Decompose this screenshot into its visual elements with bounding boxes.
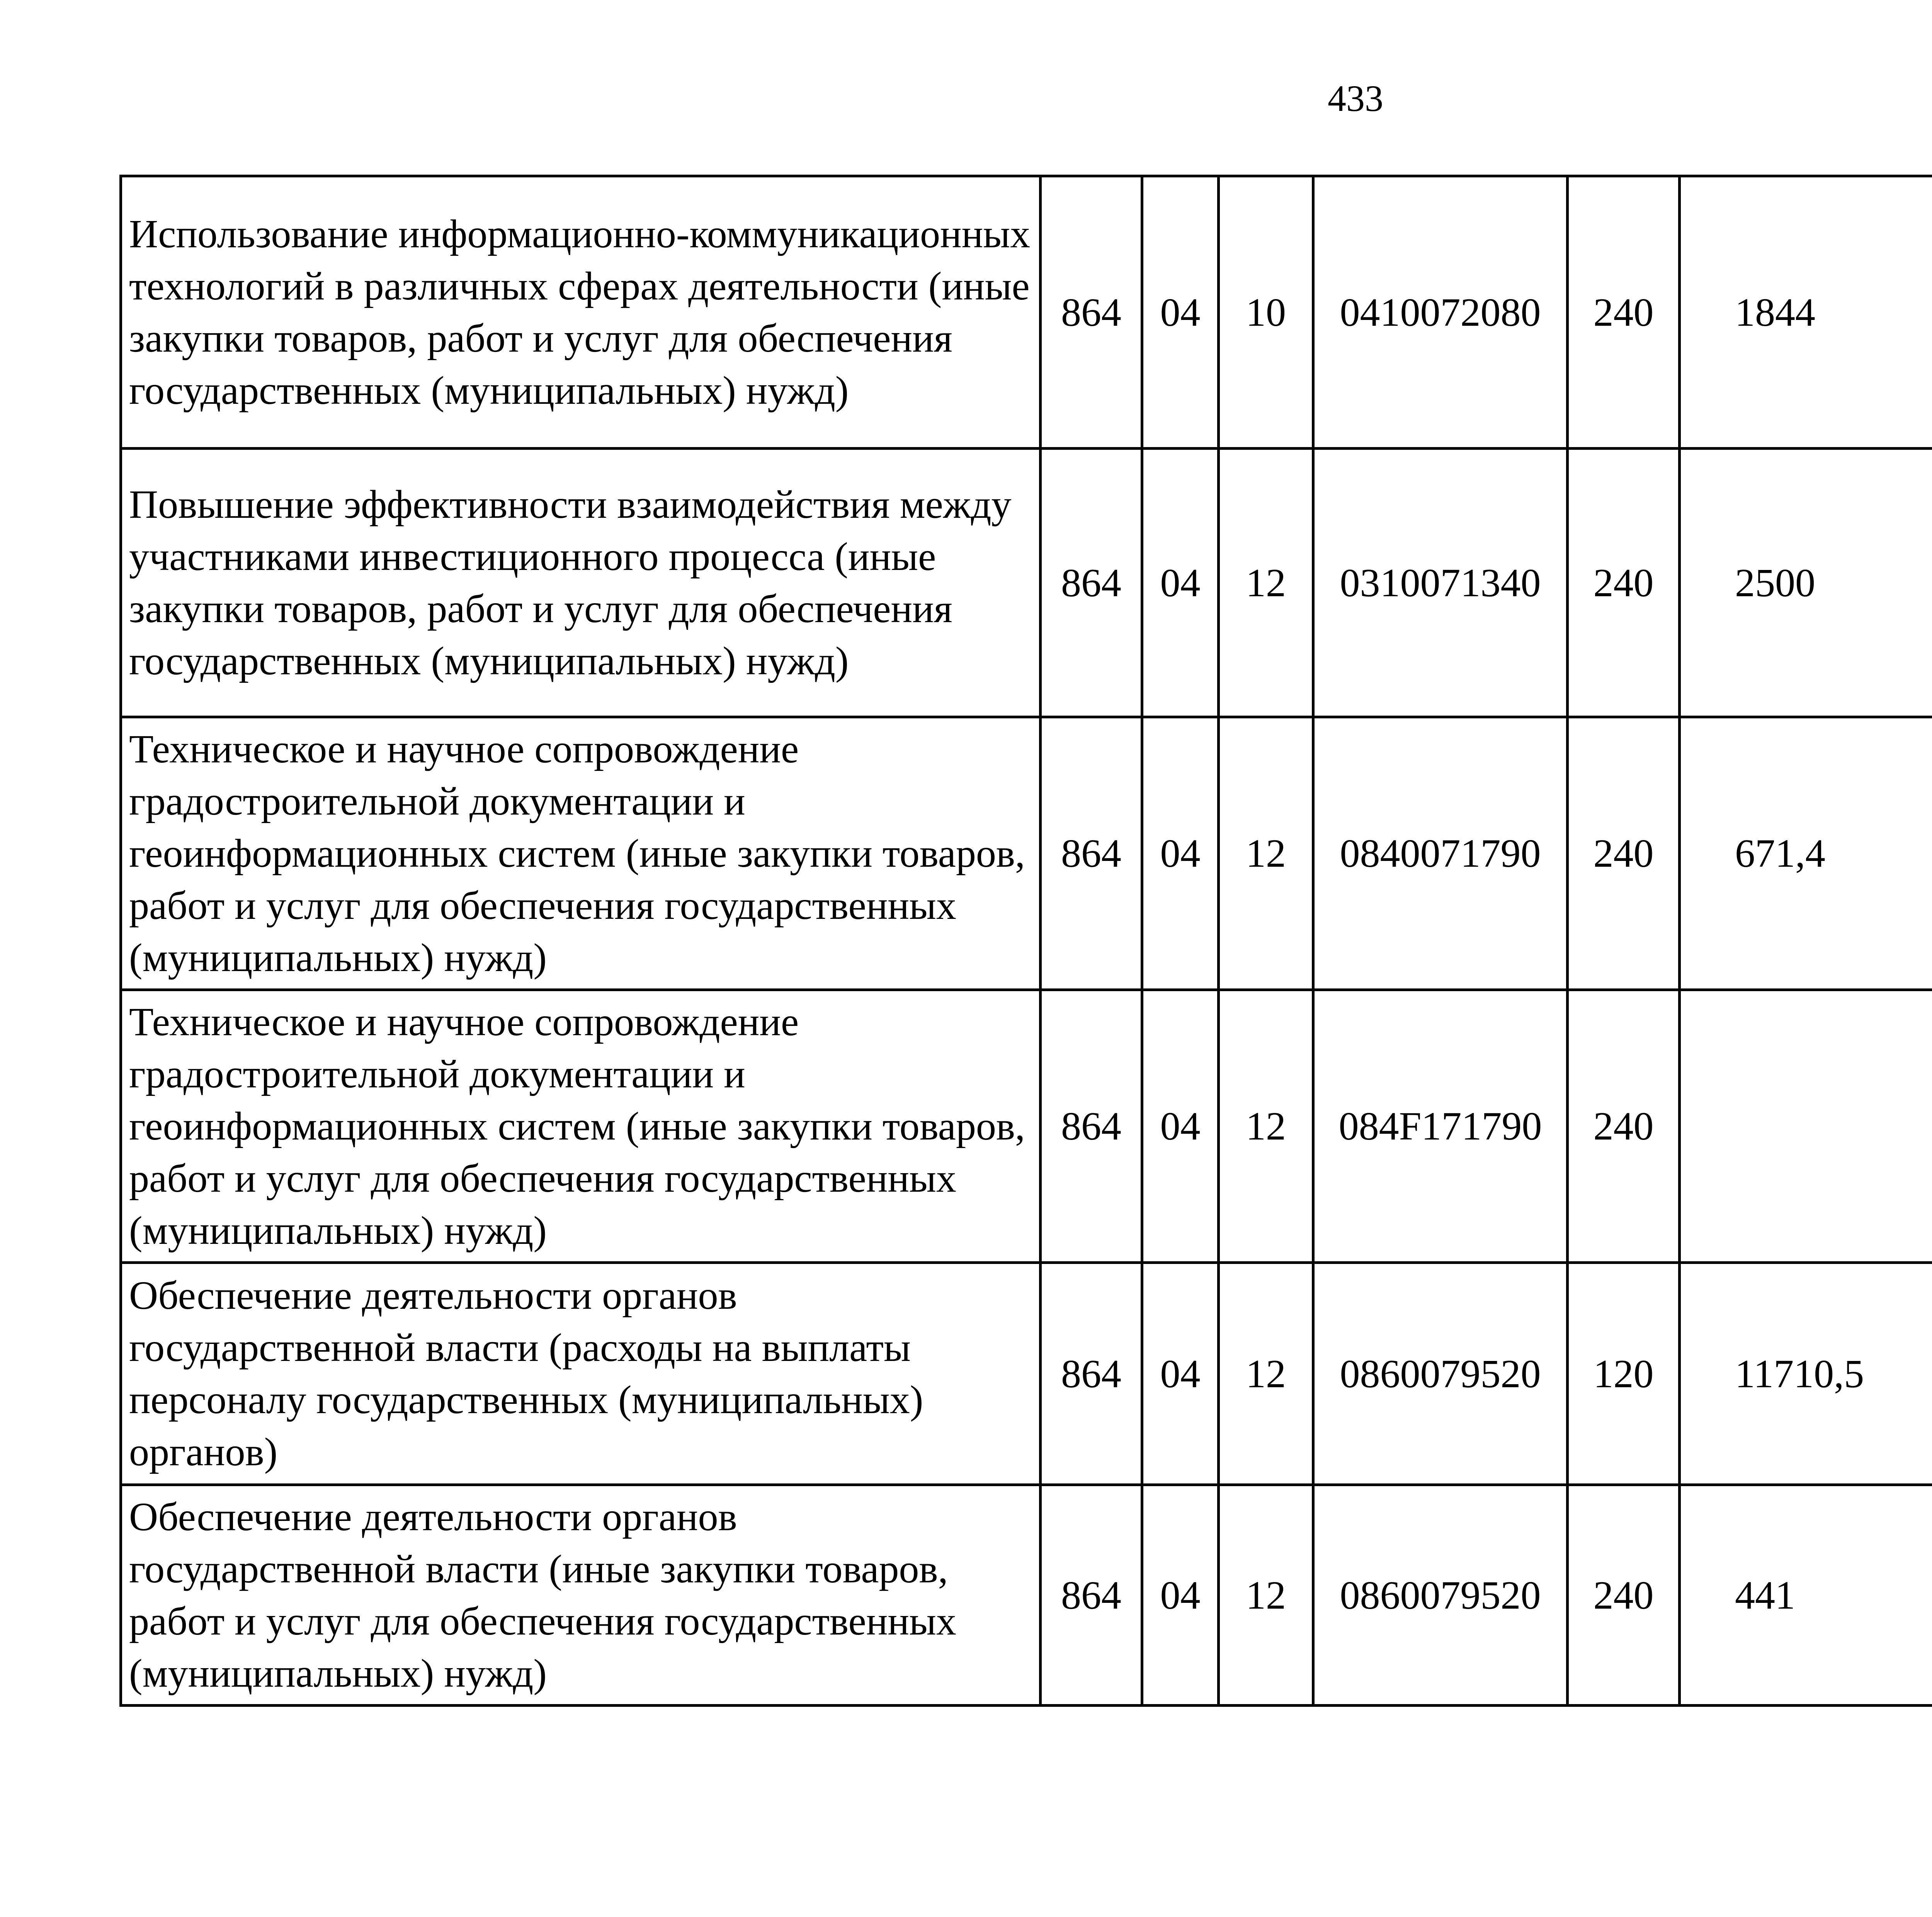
amount-year-1: 671,4	[1680, 717, 1932, 990]
amount-year-1	[1680, 990, 1932, 1263]
ministry-code: 864	[1041, 449, 1142, 717]
amount-year-1: 2500	[1680, 449, 1932, 717]
table-row	[121, 1485, 1932, 1706]
subsection-code: 12	[1219, 1485, 1313, 1706]
expense-type-code: 120	[1568, 1263, 1680, 1485]
expense-type-code: 240	[1568, 717, 1680, 990]
row-description: Обеспечение деятельности органов государственной власти (иные закупки товаров, работ и услуг для обеспечения государственных (муниципальных) нужд)	[121, 1485, 1041, 1706]
ministry-code: 864	[1041, 990, 1142, 1263]
target-item-code: 0860079520	[1313, 1485, 1568, 1706]
page-number: 433	[1328, 78, 1383, 119]
ministry-code: 864	[1041, 1263, 1142, 1485]
subsection-code: 12	[1219, 449, 1313, 717]
target-item-code: 0410072080	[1313, 176, 1568, 449]
table-row	[121, 176, 1932, 449]
section-code: 04	[1142, 1485, 1219, 1706]
amount-year-1: 441	[1680, 1485, 1932, 1706]
table-row	[121, 1263, 1932, 1485]
table-row	[121, 717, 1932, 990]
section-code: 04	[1142, 449, 1219, 717]
row-description: Техническое и научное сопровождение градостроительной документации и геоинформационных систем (иные закупки товаров, работ и услуг для обеспечения государственных (муниципальных) нужд)	[121, 990, 1041, 1263]
amount-year-1: 11710,5	[1680, 1263, 1932, 1485]
subsection-code: 12	[1219, 717, 1313, 990]
section-code: 04	[1142, 1263, 1219, 1485]
amount-year-1: 1844	[1680, 176, 1932, 449]
target-item-code: 0840071790	[1313, 717, 1568, 990]
table-row	[121, 449, 1932, 717]
expense-type-code: 240	[1568, 990, 1680, 1263]
subsection-code: 12	[1219, 990, 1313, 1263]
target-item-code: 0310071340	[1313, 449, 1568, 717]
target-item-code: 084F171790	[1313, 990, 1568, 1263]
table-row	[121, 990, 1932, 1263]
row-description: Техническое и научное сопровождение градостроительной документации и геоинформационных систем (иные закупки товаров, работ и услуг для обеспечения государственных (муниципальных) нужд)	[121, 717, 1041, 990]
expense-type-code: 240	[1568, 449, 1680, 717]
section-code: 04	[1142, 176, 1219, 449]
subsection-code: 12	[1219, 1263, 1313, 1485]
budget-table	[119, 175, 1932, 1707]
target-item-code: 0860079520	[1313, 1263, 1568, 1485]
expense-type-code: 240	[1568, 176, 1680, 449]
ministry-code: 864	[1041, 717, 1142, 990]
expense-type-code: 240	[1568, 1485, 1680, 1706]
ministry-code: 864	[1041, 176, 1142, 449]
row-description: Использование информационно-коммуникационных технологий в различных сферах деятельности (иные закупки товаров, работ и услуг для обеспечения государственных (муниципальных) нужд)	[121, 176, 1041, 449]
row-description: Повышение эффективности взаимодействия между участниками инвестиционного процесса (иные закупки товаров, работ и услуг для обеспечения государственных (муниципальных) нужд)	[121, 449, 1041, 717]
section-code: 04	[1142, 990, 1219, 1263]
section-code: 04	[1142, 717, 1219, 990]
ministry-code: 864	[1041, 1485, 1142, 1706]
row-description: Обеспечение деятельности органов государственной власти (расходы на выплаты персоналу государственных (муниципальных) органов)	[121, 1263, 1041, 1485]
subsection-code: 10	[1219, 176, 1313, 449]
